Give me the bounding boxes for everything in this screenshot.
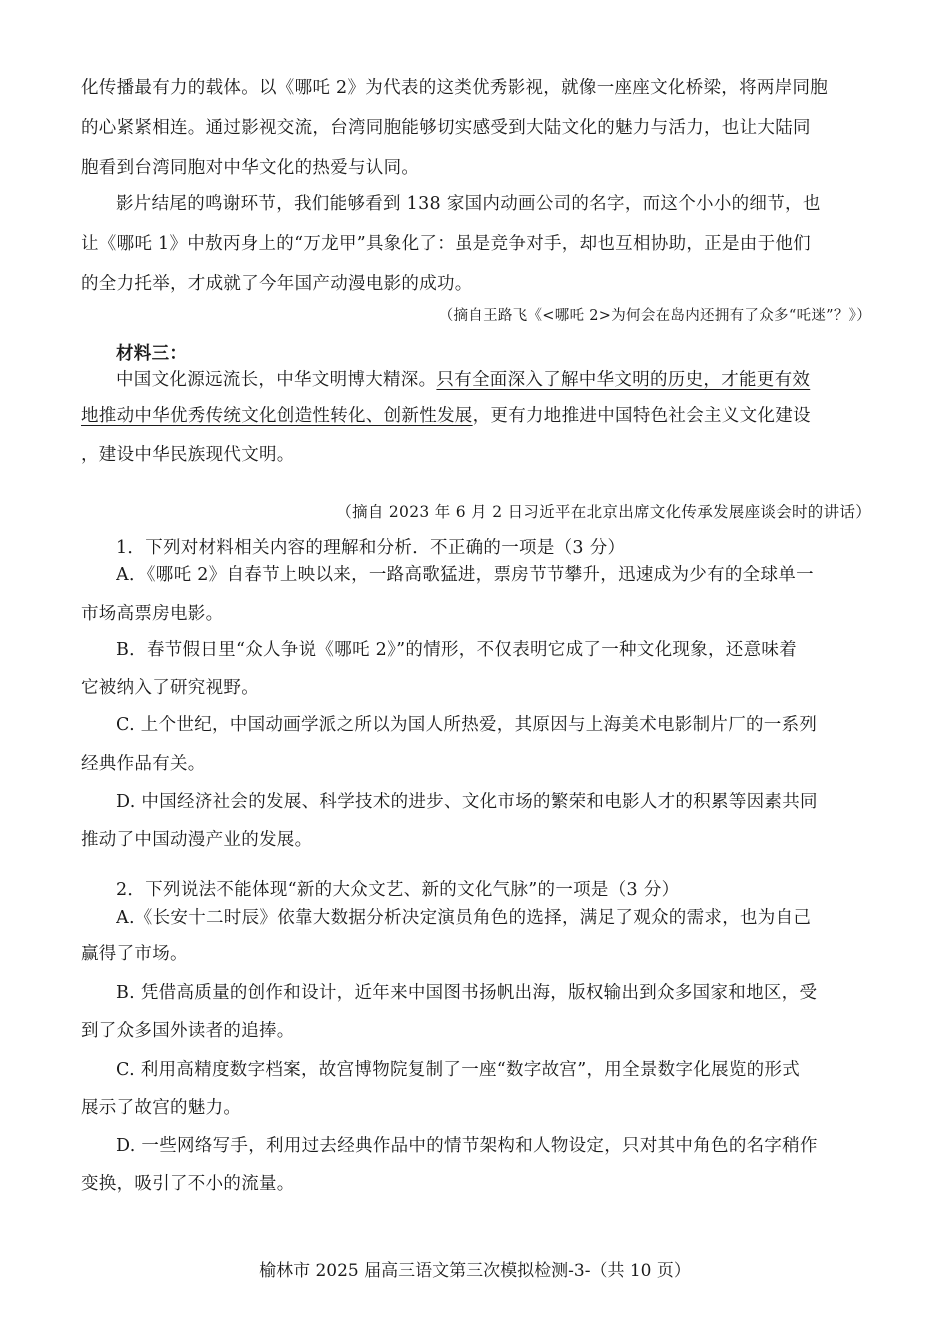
- paragraph-line: [116, 362, 871, 398]
- page-footer: 榆林市 2025 届高三语文第三次模拟检测-3-（共 10 页）: [259, 1261, 691, 1281]
- option-a: A．《哪吒 2》自春节上映以来，一路高歌猛进，票房节节攀升，迅速成为少有的全球单一: [116, 565, 814, 585]
- paragraph-line: 的全力托举，才成就了今年国产动漫电影的成功。: [81, 274, 473, 294]
- underlined-text: 只有全面深入了解中华文明的历史，才能更有效: [436, 370, 811, 390]
- section-title: 材料三：: [116, 344, 188, 364]
- question-1: 1．下列对材料相关内容的理解和分析．不正确的一项是（3 分）: [116, 538, 626, 558]
- paragraph-line: [81, 398, 871, 434]
- option-line: 到了众多国外读者的追捧。: [81, 1021, 295, 1041]
- paragraph-line: 化传播最有力的载体。以《哪吒 2》为代表的这类优秀影视，就像一座座文化桥梁，将两岸同胞: [81, 78, 829, 98]
- option-c: C. 上个世纪，中国动画学派之所以为国人所热爱，其原因与上海美术电影制片厂的一系列: [116, 715, 818, 735]
- option-line: 展示了故宫的魅力。: [81, 1098, 242, 1118]
- paragraph-line: 的心紧紧相连。通过影视交流，台湾同胞能够切实感受到大陆文化的魅力与活力，也让大陆同: [81, 118, 811, 138]
- paragraph-line: 影片结尾的鸣谢环节，我们能够看到 138 家国内动画公司的名字，而这个小小的细节，也: [116, 194, 821, 214]
- paragraph-line: ，建设中华民族现代文明。: [81, 445, 295, 465]
- underlined-text: 地推动中华优秀传统文化创造性转化、创新性发展: [81, 406, 473, 426]
- option-d: D. 一些网络写手，利用过去经典作品中的情节架构和人物设定，只对其中角色的名字稍作: [116, 1136, 818, 1156]
- citation: （摘自 2023 年 6 月 2 日习近平在北京出席文化传承发展座谈会时的讲话）: [336, 503, 871, 521]
- paragraph-line: 胞看到台湾同胞对中华文化的热爱与认同。: [81, 158, 420, 178]
- option-line: 它被纳入了研究视野。: [81, 678, 259, 698]
- option-line: 推动了中国动漫产业的发展。: [81, 830, 313, 850]
- citation: （摘自王路飞《<哪吒 2>为何会在岛内还拥有了众多“吒迷”？》）: [438, 308, 871, 324]
- option-line: 市场高票房电影。: [81, 604, 224, 624]
- option-line: 赢得了市场。: [81, 944, 188, 964]
- option-line: 变换，吸引了不小的流量。: [81, 1174, 295, 1194]
- option-c: C. 利用高精度数字档案，故宫博物院复制了一座“数字故宫”，用全景数字化展览的形式: [116, 1060, 801, 1080]
- option-b: B．春节假日里“众人争说《哪吒 2》”的情形，不仅表明它成了一种文化现象，还意味着: [116, 640, 797, 660]
- option-b: B. 凭借高质量的创作和设计，近年来中国图书扬帆出海，版权输出到众多国家和地区，受: [116, 983, 818, 1003]
- question-2: 2．下列说法不能体现“新的大众文艺、新的文化气脉”的一项是（3 分）: [116, 880, 680, 900]
- plain-text: ，更有力地推进中国特色社会主义文化建设: [472, 406, 811, 426]
- plain-text: 中国文化源远流长，中华文明博大精深。: [116, 370, 437, 390]
- option-a: A.《长安十二时辰》依靠大数据分析决定演员角色的选择，满足了观众的需求，也为自己: [116, 908, 812, 928]
- paragraph-line: 让《哪吒 1》中敖丙身上的“万龙甲”具象化了：虽是竞争对手，却也互相协助，正是由于他们: [81, 234, 811, 254]
- option-line: 经典作品有关。: [81, 754, 206, 774]
- option-d: D. 中国经济社会的发展、科学技术的进步、文化市场的繁荣和电影人才的积累等因素共同: [116, 792, 818, 812]
